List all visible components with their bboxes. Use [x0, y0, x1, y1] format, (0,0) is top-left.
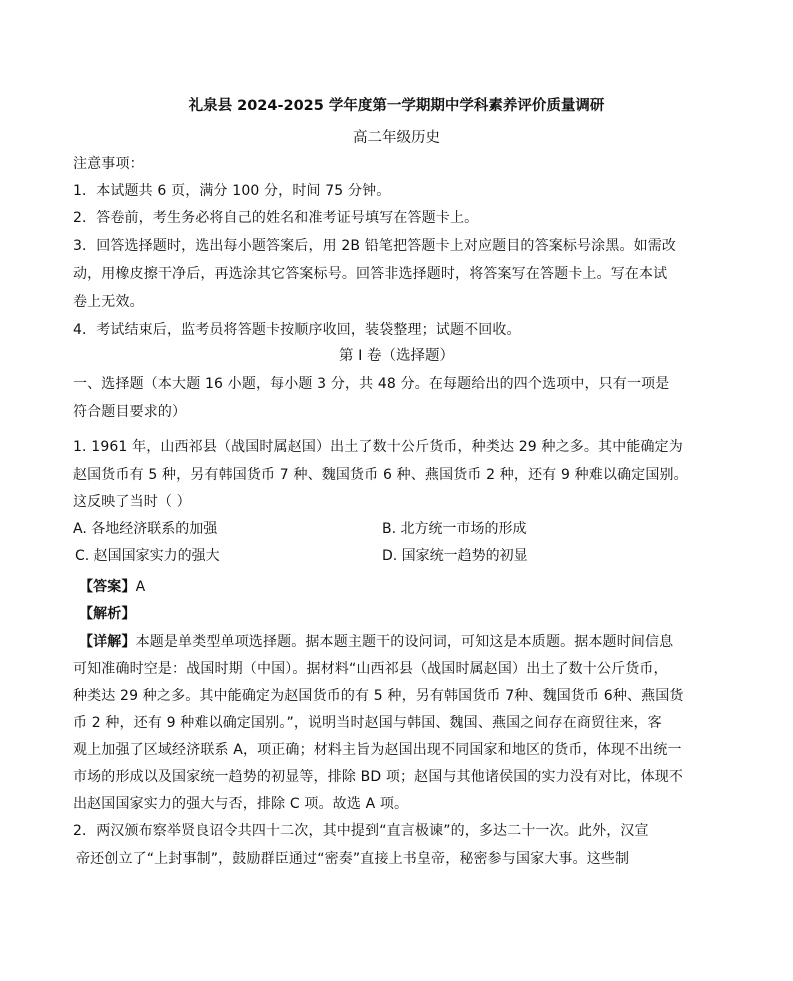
notice-item: 3．回答选择题时，选出每小题答案后，用 2B 铅笔把答题卡上对应题目的答案标号涂黑。如需改	[73, 238, 677, 254]
q1-detail-line: 可知准确时空是：战国时期（中国）。据材料“山西祁县（战国时属赵国）出土了数十公斤货币，	[73, 661, 668, 677]
notice-item: 卷上无效。	[73, 294, 144, 310]
notice-heading: 注意事项：	[73, 156, 144, 172]
section-instruction-cont: 符合题目要求的）	[73, 404, 187, 420]
q1-detail-line: 观上加强了区域经济联系 A，项正确；材料主旨为赵国出现不同国家和地区的货币，体现不出统一	[73, 742, 682, 758]
detail-text: 本题是单类型单项选择题。据本题主题干的设问词，可知这是本质题。据本题时间信息	[135, 634, 674, 650]
q1-detail-line: 币 2 种，还有 9 种难以确定国别。”，说明当时赵国与韩国、魏国、燕国之间存在商贸往来，客	[73, 715, 662, 731]
q1-analysis-label: 【解析】	[79, 606, 136, 622]
exam-title: 礼泉县 2024-2025 学年度第一学期期中学科素养评价质量调研	[188, 98, 605, 114]
notice-item: 动，用橡皮擦干净后，再选涂其它答案标号。回答非选择题时，将答案写在答题卡上。写在本试	[73, 266, 668, 282]
q1-option-d: D. 国家统一趋势的初显	[382, 548, 528, 564]
notice-item: 2．答卷前，考生务必将自己的姓名和准考证号填写在答题卡上。	[73, 210, 479, 226]
q1-detail-line	[79, 632, 673, 652]
q1-stem-line: 赵国货币有 5 种，另有韩国货币 7 种、魏国货币 6 种、燕国货币 2 种，还有 9 种难以确定国别。	[73, 467, 688, 483]
q1-detail-line: 市场的形成以及国家统一趋势的初显等，排除 BD 项；赵国与其他诸侯国的实力没有对比，体现不	[73, 769, 684, 785]
detail-label: 【详解】	[79, 634, 136, 650]
q1-option-a: A. 各地经济联系的加强	[73, 521, 218, 537]
section-title: 第 I 卷（选择题）	[339, 348, 454, 364]
q1-stem-line: 这反映了当时（ ）	[73, 494, 191, 510]
q1-stem-line: 1. 1961 年，山西祁县（战国时属赵国）出土了数十公斤货币，种类达 29 种之多。其中能确定为	[73, 439, 683, 455]
exam-subtitle: 高二年级历史	[353, 130, 440, 146]
notice-item: 4．考试结束后，监考员将答题卡按顺序收回，装袋整理；试题不回收。	[73, 322, 521, 338]
q2-stem-line: 2．两汉颁布察举贤良诏令共四十二次，其中提到“直言极谏”的，多达二十一次。此外，汉宣	[73, 823, 649, 839]
section-instruction: 一、选择题（本大题 16 小题，每小题 3 分，共 48 分。在每题给出的四个选项中，只有一项是	[73, 376, 670, 392]
q1-option-c: C. 赵国国家实力的强大	[75, 548, 220, 564]
q1-detail-line: 种类达 29 种之多。其中能确定为赵国货币的有 5 种，另有韩国货币 7种、魏国货币 6种、燕国货	[73, 688, 684, 704]
q1-option-b: B. 北方统一市场的形成	[382, 521, 527, 537]
answer-label: 【答案】	[79, 579, 136, 595]
answer-value: A	[135, 579, 146, 595]
q2-stem-line: 帝还创立了“上封事制”，鼓励群臣通过“密奏”直接上书皇帝，秘密参与国家大事。这些制	[76, 851, 630, 867]
q1-answer	[79, 577, 145, 597]
notice-item: 1．本试题共 6 页，满分 100 分，时间 75 分钟。	[73, 183, 391, 199]
q1-detail-line: 出赵国国家实力的强大与否，排除 C 项。故选 A 项。	[73, 796, 409, 812]
